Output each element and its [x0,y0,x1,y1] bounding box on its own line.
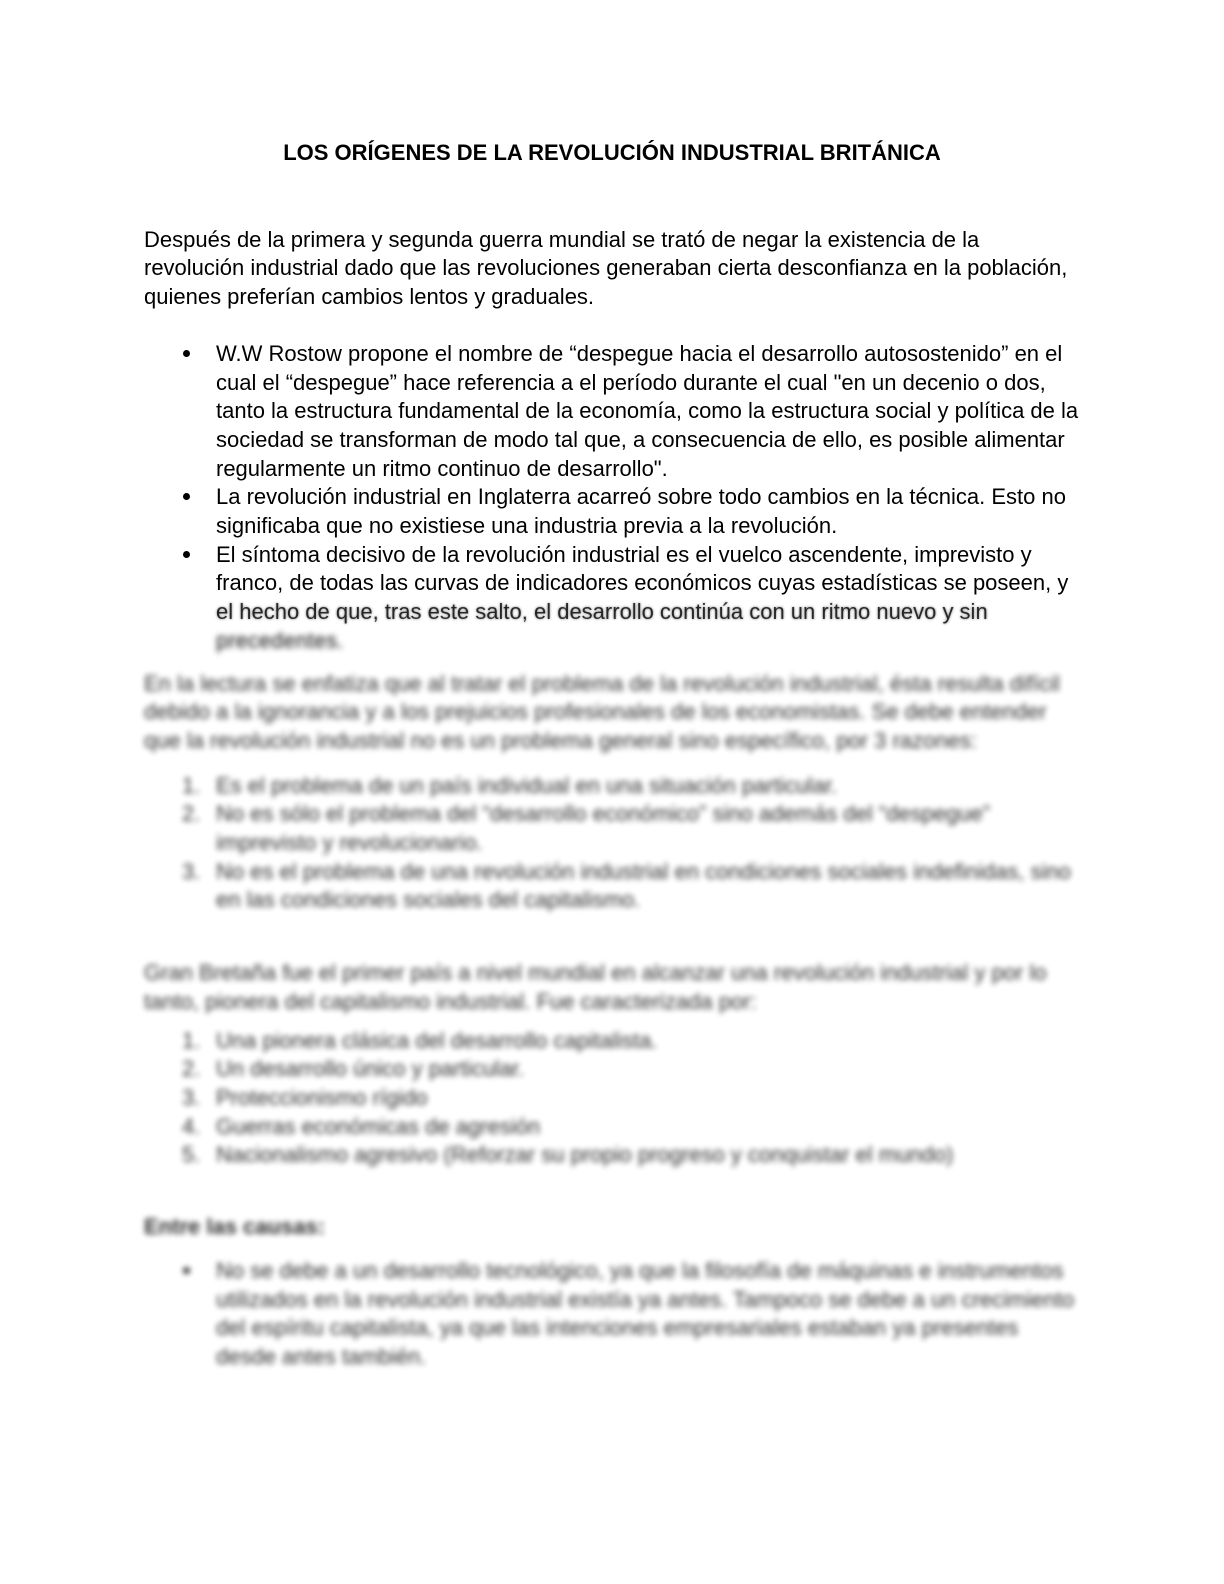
numbered-item [144,772,1080,801]
list-number: 3. [182,1084,201,1110]
list-number: 1. [182,1027,201,1053]
numbered-item [144,858,1080,915]
bullet-item-rostow [144,340,1080,484]
numbered-item [144,1084,1080,1113]
numbered-item-text: Guerras económicas de agresión [216,1113,541,1139]
numbered-item [144,1113,1080,1142]
bullet-item-causes [144,1257,1080,1372]
document-title: LOS ORÍGENES DE LA REVOLUCIÓN INDUSTRIAL BRITÁNICA [283,140,941,165]
blurred-reasons-numbered-list [144,772,1080,916]
numbered-item-text: No es el problema de una revolución industrial en condiciones sociales indefinidas, sino en las condiciones sociales del capitalismo. [216,858,1071,913]
list-number: 2. [182,801,201,827]
numbered-item [144,800,1080,857]
blurred-britain-paragraph: Gran Bretaña fue el primer país a nivel mundial en alcanzar una revolución industrial y por lo tanto, pionera del capitalismo industrial. Fue caracterizada por: [144,960,1047,1014]
numbered-item-text: Es el problema de un país individual en una situación particular. [216,772,838,798]
blurred-causes-bullet-list [144,1257,1080,1372]
list-number: 2. [182,1056,201,1082]
key-points-bullet-list [144,340,1080,656]
numbered-item [144,1055,1080,1084]
numbered-item [144,1141,1080,1170]
bullet-text-fading: el hecho de que, tras este salto, el desarrollo continúa con un ritmo nuevo y sin [216,599,988,625]
numbered-item-text: No es sólo el problema del “desarrollo económico” sino además del “despegue” imprevisto y revolucionario. [216,801,991,856]
list-number: 5. [182,1142,201,1168]
numbered-item-text: Un desarrollo único y particular. [216,1056,525,1082]
numbered-item-text: Una pionera clásica del desarrollo capitalista. [216,1027,658,1053]
numbered-item [144,1027,1080,1056]
blurred-characteristics-numbered-list [144,1027,1080,1171]
bullet-text-sharp: El síntoma decisivo de la revolución industrial es el vuelco ascendente, imprevisto y franco, de todas las curvas de indicadores económicos cuyas estadísticas se poseen, y [216,541,1069,596]
bullet-text: No se debe a un desarrollo tecnológico, ya que la filosofía de máquinas e instrumentos utilizados en la revolución industrial existía ya antes. Tampoco se debe a un crecimiento del espíritu capitalista, ya que las intenciones empresariales estaban ya presentes desde antes también. [216,1257,1075,1369]
blurred-problem-paragraph: En la lectura se enfatiza que al tratar el problema de la revolución industrial, ésta resulta difícil debido a la ignorancia y a los prejuicios profesionales de los economistas. Se debe entender que la revolución industrial no es un problema general sino específico, por 3 razones: [144,670,1060,753]
blurred-causes-heading: Entre las causas: [144,1214,325,1240]
bullet-text: W.W Rostow propone el nombre de “despegue hacia el desarrollo autosostenido” en el cual el “despegue” hace referencia a el período durante el cual "en un decenio o dos, tanto la estructura fundamental de la economía, como la estructura social y política de la sociedad se transforman de modo tal que, a consecuencia de ello, es posible alimentar regularmente un ritmo continuo de desarrollo". [216,340,1079,481]
numbered-item-text: Proteccionismo rígido [216,1084,428,1110]
list-number: 3. [182,858,201,884]
list-number: 1. [182,772,201,798]
bullet-item-symptom [144,541,1080,656]
bullet-text-blurred: precedentes. [216,627,344,653]
bullet-text: La revolución industrial en Inglaterra acarreó sobre todo cambios en la técnica. Esto no significaba que no existiese una industria previa a la revolución. [216,484,1066,539]
bullet-item-england [144,483,1080,540]
intro-paragraph: Después de la primera y segunda guerra mundial se trató de negar la existencia de la revolución industrial dado que las revoluciones generaban cierta desconfianza en la población, quienes preferían cambios lentos y graduales. [144,226,1068,310]
list-number: 4. [182,1113,201,1139]
numbered-item-text: Nacionalismo agresivo (Reforzar su propio progreso y conquistar el mundo) [216,1142,954,1168]
